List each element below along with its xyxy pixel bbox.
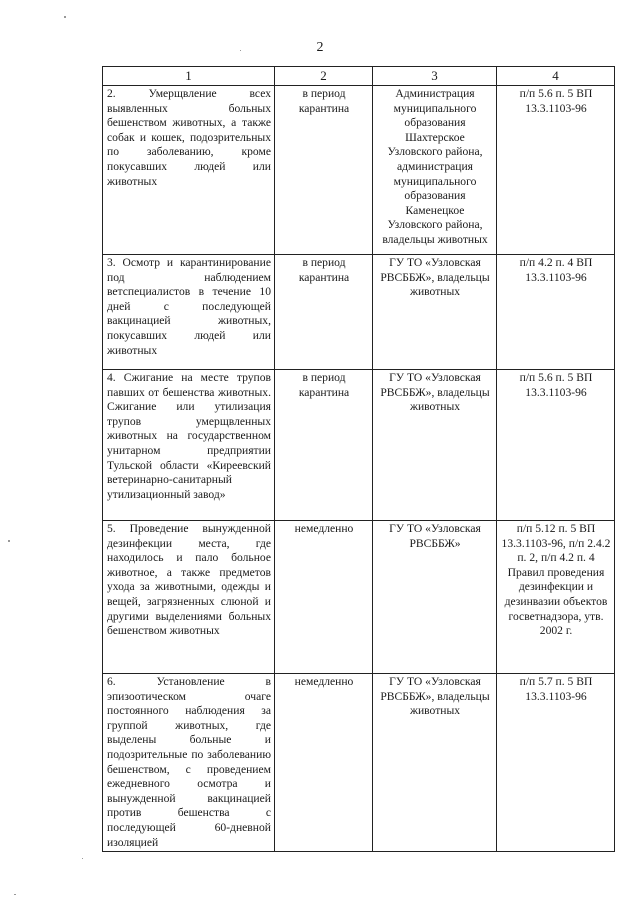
header-cell-responsible: 3 bbox=[373, 67, 497, 86]
measure-cell: 4. Сжигание на месте трупов павших от бешенства животных. Сжигание или утилизация трупов умерщвленных животных на государственном унитарном предприятии Тульской области «Киреевский ветеринарно-санитарный утилизационный завод» bbox=[103, 370, 275, 521]
deadline-cell: немедленно bbox=[275, 674, 373, 852]
table-row bbox=[103, 86, 615, 255]
measures-table bbox=[102, 66, 615, 852]
header-cell-deadline: 2 bbox=[275, 67, 373, 86]
header-cell-basis: 4 bbox=[497, 67, 615, 86]
basis-cell: п/п 4.2 п. 4 ВП 13.3.1103-96 bbox=[497, 255, 615, 370]
basis-cell: п/п 5.7 п. 5 ВП 13.3.1103-96 bbox=[497, 674, 615, 852]
table-row bbox=[103, 370, 615, 521]
scan-speck bbox=[64, 16, 66, 18]
measure-cell: 2. Умерщвление всех выявленных больных бешенством животных, а также собак и кошек, подозрительных по заболеванию, кроме покусавших людей или животных bbox=[103, 86, 275, 255]
deadline-cell: в период карантина bbox=[275, 255, 373, 370]
table-row bbox=[103, 521, 615, 674]
scan-speck bbox=[14, 894, 16, 895]
scan-speck bbox=[82, 858, 83, 859]
responsible-cell: ГУ ТО «Узловская РВСББЖ», владельцы животных bbox=[373, 255, 497, 370]
table-row bbox=[103, 255, 615, 370]
scan-speck bbox=[8, 540, 10, 542]
basis-cell: п/п 5.6 п. 5 ВП 13.3.1103-96 bbox=[497, 86, 615, 255]
table-row bbox=[103, 674, 615, 852]
header-cell-measure: 1 bbox=[103, 67, 275, 86]
responsible-cell: ГУ ТО «Узловская РВСББЖ» bbox=[373, 521, 497, 674]
responsible-cell: Администрация муниципального образования Шахтерское Узловского района, администрация муниципального образования Каменецкое Узловского района, владельцы животных bbox=[373, 86, 497, 255]
measure-cell: 3. Осмотр и карантинирование под наблюдением ветспециалистов в течение 10 дней с последующей вакцинацией животных, покусавших людей или животных bbox=[103, 255, 275, 370]
responsible-cell: ГУ ТО «Узловская РВСББЖ», владельцы животных bbox=[373, 370, 497, 521]
measure-cell: 6. Установление в эпизоотическом очаге постоянного наблюдения за группой животных, где выделены больные и подозрительные по заболеванию бешенством, с проведением ежедневного осмотра и вынужденной вакцинацией против бешенства с последующей 60-дневной изоляцией bbox=[103, 674, 275, 852]
deadline-cell: немедленно bbox=[275, 521, 373, 674]
measure-cell: 5. Проведение вынужденной дезинфекции места, где находилось и пало больное животное, а также предметов ухода за животными, одежды и вещей, загрязненных слюной и другими выделениями больных бешенством животных bbox=[103, 521, 275, 674]
table-header-row bbox=[103, 67, 615, 86]
page-number: 2 bbox=[316, 40, 324, 55]
deadline-cell: в период карантина bbox=[275, 370, 373, 521]
basis-cell: п/п 5.12 п. 5 ВП 13.3.1103-96, п/п 2.4.2 п. 2, п/п 4.2 п. 4 Правил проведения дезинфекции и дезинвазии объектов госветнадзора, утв. 2002 г. bbox=[497, 521, 615, 674]
deadline-cell: в период карантина bbox=[275, 86, 373, 255]
basis-cell: п/п 5.6 п. 5 ВП 13.3.1103-96 bbox=[497, 370, 615, 521]
scan-speck bbox=[240, 50, 241, 51]
responsible-cell: ГУ ТО «Узловская РВСББЖ», владельцы животных bbox=[373, 674, 497, 852]
